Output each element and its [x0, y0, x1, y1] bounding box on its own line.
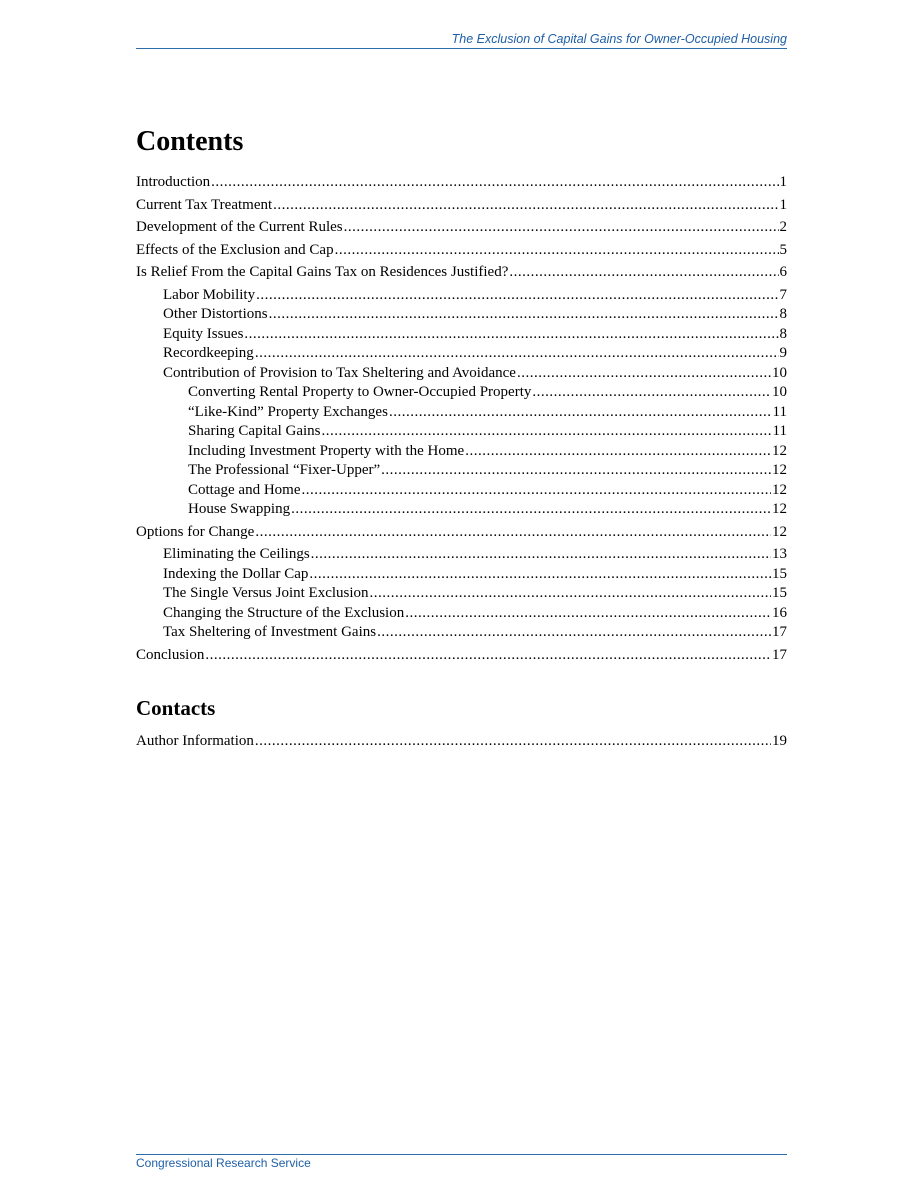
- toc-entry-page[interactable]: 11: [772, 403, 787, 420]
- toc-entry-title[interactable]: Current Tax Treatment: [136, 196, 273, 213]
- toc-dot-leader: [509, 263, 778, 283]
- toc-entry[interactable]: [136, 218, 787, 238]
- toc-dot-leader: [309, 565, 771, 585]
- toc-entry-title[interactable]: Recordkeeping: [163, 345, 254, 361]
- toc-dot-leader: [370, 584, 771, 604]
- toc-dot-leader: [321, 422, 771, 442]
- contacts-toc: [136, 732, 787, 752]
- toc-entry-page[interactable]: 9: [779, 345, 787, 361]
- toc-entry-page[interactable]: 6: [779, 264, 787, 280]
- toc-entry[interactable]: [136, 604, 787, 624]
- toc-dot-leader: [465, 442, 771, 462]
- toc-entry-title[interactable]: Indexing the Dollar Cap: [163, 565, 309, 582]
- toc-dot-leader: [311, 545, 771, 565]
- toc-entry-page[interactable]: 15: [772, 585, 787, 601]
- toc-dot-leader: [273, 196, 778, 216]
- running-header: [136, 32, 787, 49]
- toc-entry-page[interactable]: 17: [772, 646, 787, 663]
- toc-entry[interactable]: [136, 422, 787, 442]
- toc-dot-leader: [532, 383, 771, 403]
- toc-entry-page[interactable]: 2: [779, 219, 787, 235]
- toc-entry-title[interactable]: Cottage and Home: [188, 481, 301, 498]
- toc-entry-title[interactable]: Labor Mobility: [163, 286, 256, 303]
- toc-dot-leader: [381, 461, 771, 481]
- toc-entry[interactable]: [136, 241, 787, 261]
- toc-entry-page[interactable]: 16: [772, 604, 787, 621]
- toc-entry-page[interactable]: 15: [772, 565, 787, 582]
- toc-entry-page[interactable]: 12: [772, 501, 787, 517]
- toc-dot-leader: [335, 241, 779, 261]
- toc-entry[interactable]: [136, 623, 787, 643]
- toc-dot-leader: [291, 500, 771, 520]
- toc-entry-page[interactable]: 11: [772, 423, 787, 439]
- toc-entry[interactable]: [136, 461, 787, 481]
- toc-entry-title[interactable]: The Professional “Fixer-Upper”: [188, 462, 381, 478]
- toc-entry-title[interactable]: Is Relief From the Capital Gains Tax on Residences Justified?: [136, 264, 509, 280]
- footer-org: Congressional Research Service: [136, 1156, 311, 1170]
- toc-entry-title[interactable]: House Swapping: [188, 501, 291, 517]
- toc-entry[interactable]: [136, 732, 787, 752]
- toc-entry-page[interactable]: 19: [772, 733, 787, 749]
- toc-entry-page[interactable]: 10: [772, 384, 787, 400]
- contents-heading: Contents: [136, 126, 244, 157]
- toc-entry[interactable]: [136, 646, 787, 666]
- toc-entry[interactable]: [136, 500, 787, 520]
- toc-entry-title[interactable]: Eliminating the Ceilings: [163, 546, 310, 562]
- toc-entry-title[interactable]: The Single Versus Joint Exclusion: [163, 585, 369, 601]
- toc-entry[interactable]: [136, 565, 787, 585]
- toc-dot-leader: [517, 364, 771, 384]
- toc-entry-title[interactable]: Converting Rental Property to Owner-Occupied Property: [188, 384, 532, 400]
- toc-entry-page[interactable]: 8: [779, 325, 787, 342]
- toc-entry-page[interactable]: 12: [772, 523, 787, 540]
- toc-entry[interactable]: [136, 442, 787, 462]
- toc-dot-leader: [255, 344, 779, 364]
- toc-entry[interactable]: [136, 383, 787, 403]
- toc-entry-page[interactable]: 8: [779, 306, 787, 322]
- toc-dot-leader: [377, 623, 771, 643]
- toc-entry-title[interactable]: Options for Change: [136, 523, 255, 540]
- toc-entry[interactable]: [136, 584, 787, 604]
- toc-dot-leader: [301, 481, 771, 501]
- toc-entry[interactable]: [136, 325, 787, 345]
- toc-entry-page[interactable]: 12: [772, 442, 787, 459]
- toc-entry-title[interactable]: Other Distortions: [163, 306, 268, 322]
- toc-entry-title[interactable]: Equity Issues: [163, 325, 244, 342]
- toc-dot-leader: [255, 732, 771, 752]
- toc-entry-page[interactable]: 12: [772, 481, 787, 498]
- toc-entry-page[interactable]: 12: [772, 462, 787, 478]
- toc-entry[interactable]: [136, 173, 787, 193]
- toc-entry-title[interactable]: Author Information: [136, 733, 254, 749]
- toc-entry-title[interactable]: Including Investment Property with the Home: [188, 442, 465, 459]
- toc-entry-title[interactable]: Sharing Capital Gains: [188, 423, 321, 439]
- toc-entry-title[interactable]: Tax Sheltering of Investment Gains: [163, 624, 377, 640]
- toc-dot-leader: [389, 403, 772, 423]
- toc-entry[interactable]: [136, 263, 787, 283]
- toc-entry-page[interactable]: 5: [779, 241, 787, 258]
- toc-entry-title[interactable]: “Like-Kind” Property Exchanges: [188, 403, 388, 420]
- toc-entry-title[interactable]: Contribution of Provision to Tax Sheltering and Avoidance: [163, 364, 516, 381]
- toc-entry[interactable]: [136, 481, 787, 501]
- toc-entry-title[interactable]: Introduction: [136, 174, 211, 190]
- toc-entry-page[interactable]: 10: [772, 364, 787, 381]
- toc-entry-page[interactable]: 1: [779, 174, 787, 190]
- toc-entry[interactable]: [136, 286, 787, 306]
- toc-entry-page[interactable]: 1: [779, 196, 787, 213]
- toc-dot-leader: [255, 523, 771, 543]
- toc-entry-page[interactable]: 17: [772, 624, 787, 640]
- toc-entry-page[interactable]: 13: [772, 546, 787, 562]
- toc-entry[interactable]: [136, 403, 787, 423]
- toc-dot-leader: [344, 218, 779, 238]
- toc-entry-title[interactable]: Effects of the Exclusion and Cap: [136, 241, 334, 258]
- toc-entry[interactable]: [136, 344, 787, 364]
- toc-entry[interactable]: [136, 305, 787, 325]
- toc-dot-leader: [211, 173, 778, 193]
- toc-entry-title[interactable]: Development of the Current Rules: [136, 219, 343, 235]
- toc-entry[interactable]: [136, 196, 787, 216]
- contents-toc: [136, 173, 787, 665]
- toc-entry-title[interactable]: Changing the Structure of the Exclusion: [163, 604, 405, 621]
- contacts-heading: Contacts: [136, 696, 216, 720]
- toc-entry[interactable]: [136, 545, 787, 565]
- toc-entry[interactable]: [136, 364, 787, 384]
- header-title: The Exclusion of Capital Gains for Owner-Occupied Housing: [451, 32, 787, 46]
- toc-dot-leader: [269, 305, 779, 325]
- toc-dot-leader: [405, 604, 771, 624]
- toc-dot-leader: [205, 646, 771, 666]
- toc-entry-page[interactable]: 7: [779, 286, 787, 303]
- toc-entry-title[interactable]: Conclusion: [136, 646, 205, 663]
- toc-entry[interactable]: [136, 523, 787, 543]
- toc-dot-leader: [244, 325, 778, 345]
- toc-dot-leader: [256, 286, 778, 306]
- running-footer: [136, 1154, 787, 1170]
